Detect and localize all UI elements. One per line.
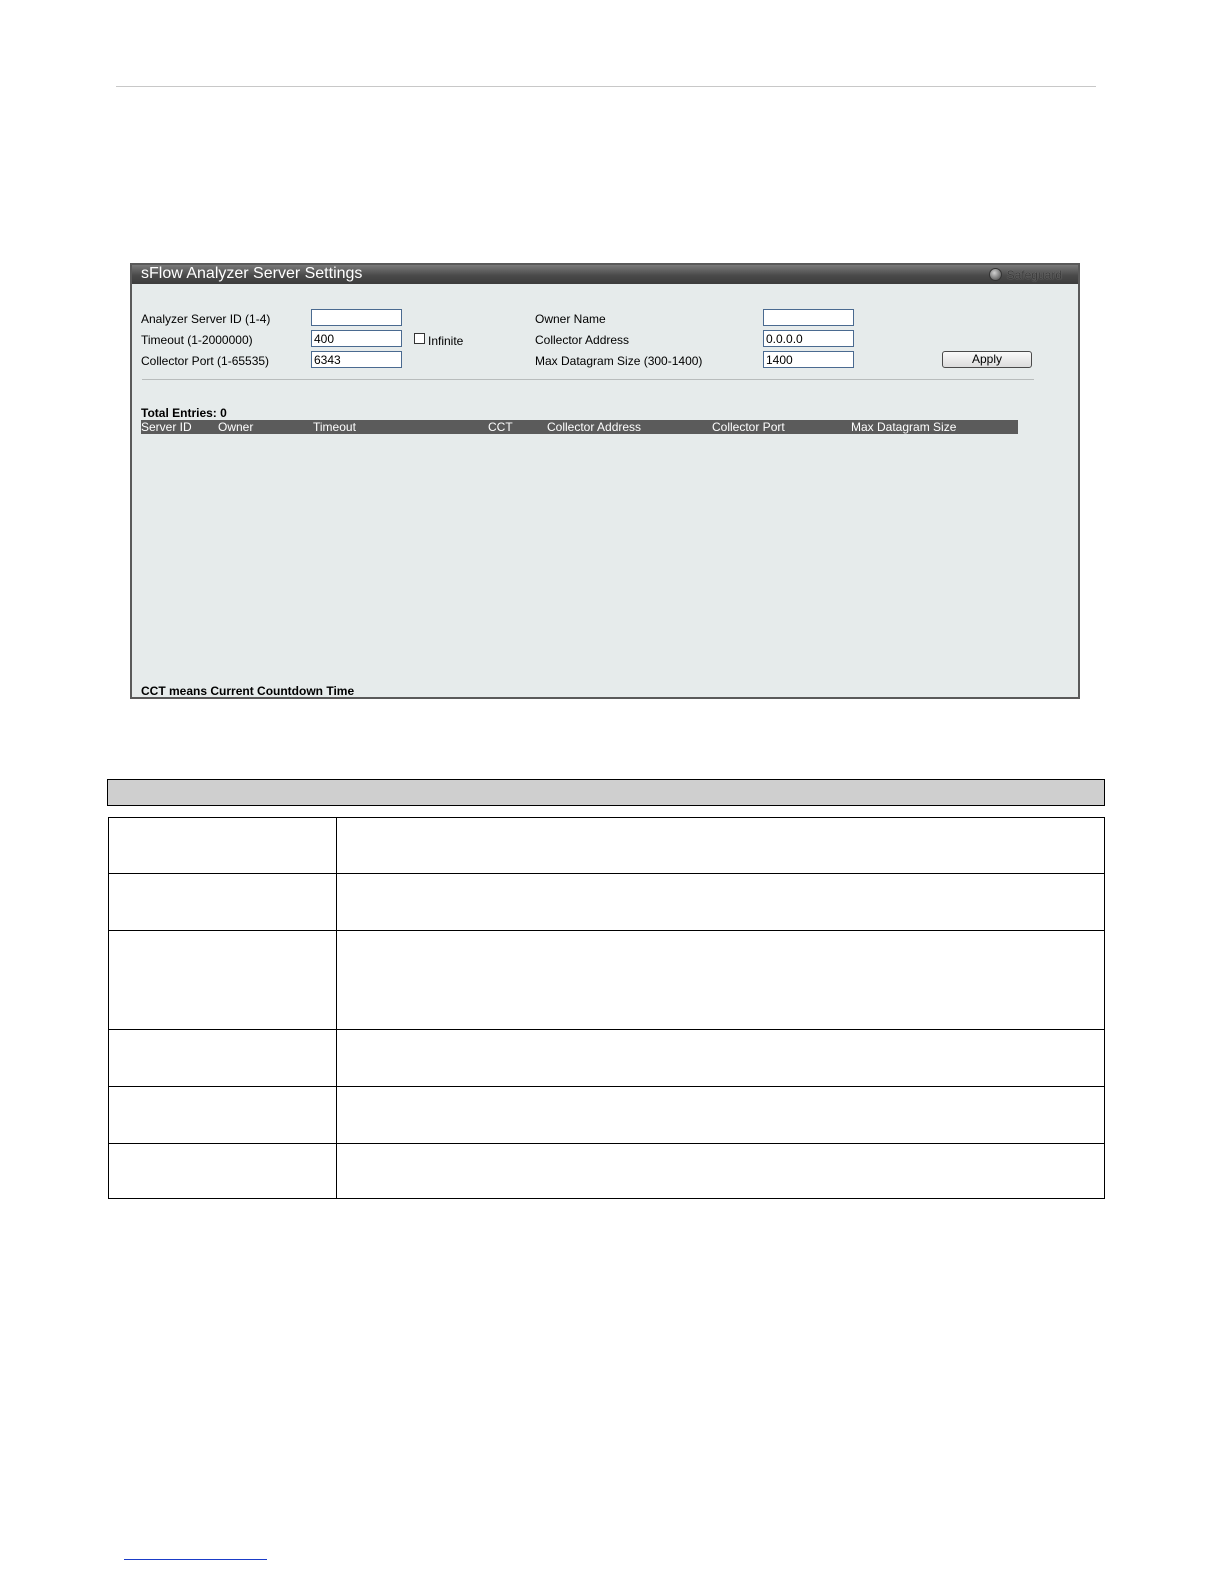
col-owner: Owner (218, 420, 254, 434)
server-table-header (141, 420, 1018, 434)
collector-port-input[interactable] (311, 351, 402, 368)
total-entries: Total Entries: 0 (141, 406, 227, 420)
owner-name-label: Owner Name (535, 312, 606, 326)
table-row (109, 874, 1105, 931)
analyzer-server-id-input[interactable] (311, 309, 402, 326)
col-timeout: Timeout (313, 420, 356, 434)
col-max-datagram-size: Max Datagram Size (851, 420, 957, 434)
col-cct: CCT (488, 420, 513, 434)
description-table (108, 817, 1105, 1199)
collector-address-input[interactable] (763, 330, 854, 347)
description-table-header (107, 779, 1105, 806)
col-collector-port: Collector Port (712, 420, 785, 434)
collector-address-label: Collector Address (535, 333, 630, 347)
infinite-label: Infinite (428, 334, 464, 348)
table-row (109, 1144, 1105, 1199)
safeguard-indicator (989, 267, 1062, 282)
table-row (109, 818, 1105, 874)
timeout-label: Timeout (1-2000000) (141, 333, 253, 347)
table-row (109, 1030, 1105, 1087)
form-divider (142, 379, 1034, 380)
collector-port-label: Collector Port (1-65535) (141, 354, 270, 368)
table-row (109, 931, 1105, 1030)
owner-name-input[interactable] (763, 309, 854, 326)
timeout-input[interactable] (311, 330, 402, 347)
apply-button[interactable]: Apply (942, 351, 1032, 368)
col-server-id: Server ID (141, 420, 192, 434)
cct-footnote: CCT means Current Countdown Time (141, 684, 355, 698)
panel-title: sFlow Analyzer Server Settings (141, 265, 363, 282)
panel-header (132, 265, 1078, 284)
top-divider (116, 86, 1096, 87)
safeguard-label: Safeguard (1006, 267, 1062, 282)
max-datagram-size-label: Max Datagram Size (300-1400) (535, 354, 703, 368)
analyzer-server-id-label: Analyzer Server ID (1-4) (141, 312, 271, 326)
infinite-checkbox[interactable] (414, 333, 425, 344)
table-row (109, 1087, 1105, 1144)
sflow-analyzer-panel (130, 263, 1080, 699)
max-datagram-size-input[interactable] (763, 351, 854, 368)
safeguard-icon (989, 268, 1002, 281)
col-collector-address: Collector Address (547, 420, 642, 434)
footer-link-underline[interactable] (124, 1559, 267, 1560)
